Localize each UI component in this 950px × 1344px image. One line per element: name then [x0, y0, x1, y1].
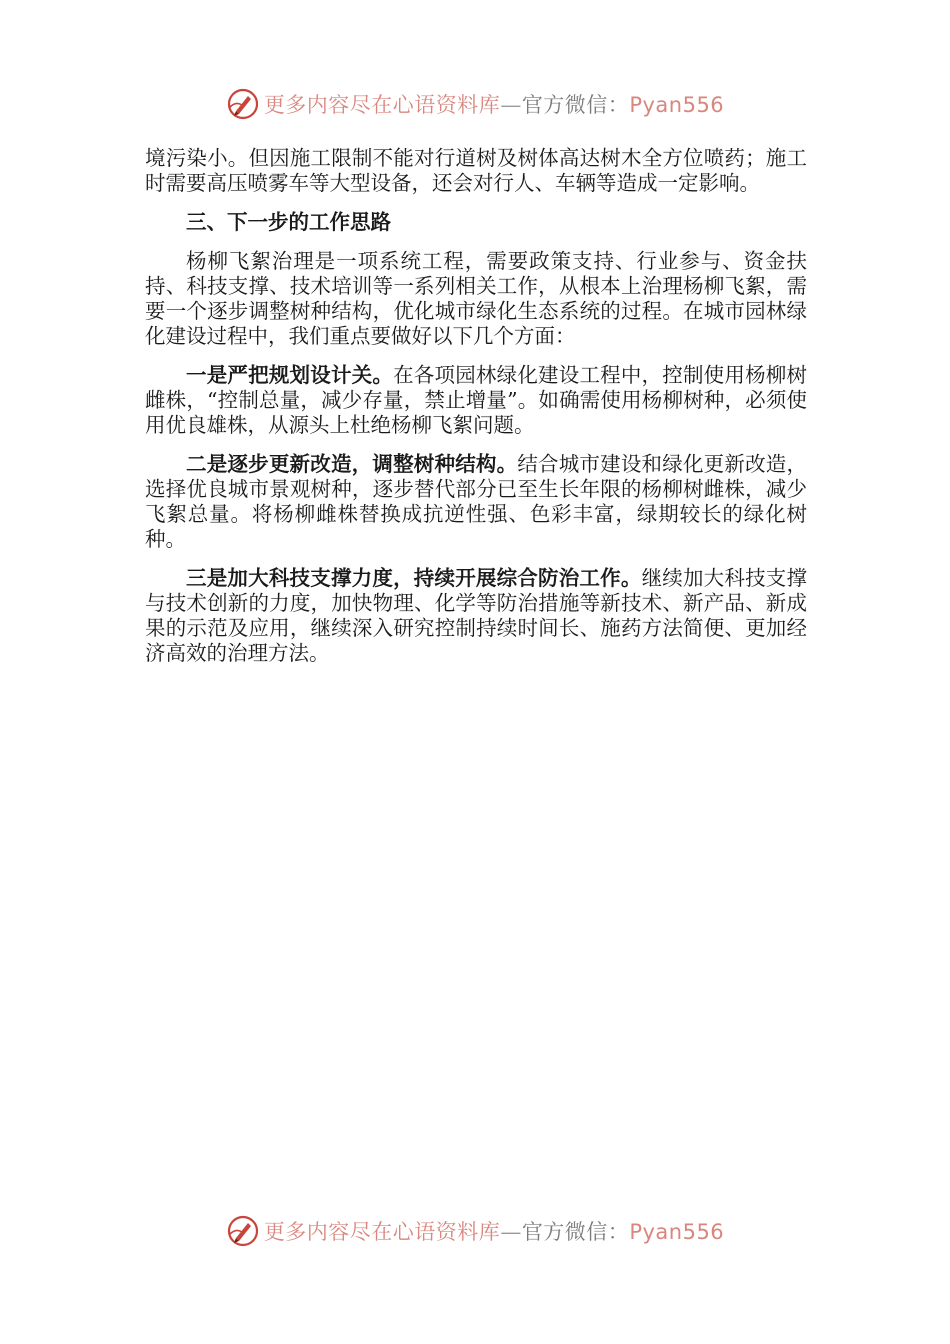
banner-wechat-label: 官方微信： [521, 1220, 630, 1244]
banner-site-name: 更多内容尽在心语资料库 [263, 93, 501, 117]
header-banner [0, 84, 950, 124]
overview-paragraph: 杨柳飞絮治理是一项系统工程，需要政策支持、行业参与、资金扶持、科技支撑、技术培训等一系列相关工作，从根本上治理杨柳飞絮，需要一个逐步调整树种结构，优化城市绿化生态系统的过程。在城市园林绿化建设过程中，我们重点要做好以下几个方面： [145, 249, 807, 348]
banner-dash: — [500, 1220, 522, 1244]
banner-wechat-id: Pyan556 [629, 93, 725, 117]
banner-wechat-id: Pyan556 [629, 1220, 725, 1244]
point-2-paragraph [145, 452, 807, 552]
banner-text [264, 1216, 724, 1246]
point-3-paragraph [145, 566, 807, 666]
banner-site-name: 更多内容尽在心语资料库 [263, 1220, 501, 1244]
banner-wechat-label: 官方微信： [521, 93, 630, 117]
point-3-lead: 三是加大科技支撑力度，持续开展综合防治工作。 [186, 566, 642, 590]
pen-logo-icon [226, 87, 260, 121]
document-body [145, 146, 807, 680]
point-1-paragraph [145, 363, 807, 438]
section-heading: 三、下一步的工作思路 [186, 210, 391, 234]
intro-paragraph: 境污染小。但因施工限制不能对行道树及树体高达树木全方位喷药；施工时需要高压喷雾车等大型设备，还会对行人、车辆等造成一定影响。 [145, 146, 807, 195]
banner-text [264, 89, 724, 119]
footer-banner [0, 1211, 950, 1251]
point-1-lead: 一是严把规划设计关。 [186, 363, 394, 387]
point-2-lead: 二是逐步更新改造，调整树种结构。 [186, 452, 518, 476]
point-2-body: 结合城市建设和绿化更新改造，选择优良城市景观树种，逐步替代部分已至生长年限的杨柳树雌株，减少飞絮总量。将杨柳雌株替换成抗逆性强、色彩丰富，绿期较长的绿化树种。 [145, 452, 808, 551]
banner-dash: — [500, 93, 522, 117]
point-1-body: 在各项园林绿化建设工程中，控制使用杨柳树雌株，“控制总量，减少存量，禁止增量”。如确需使用杨柳树种，必须使用优良雄株，从源头上杜绝杨柳飞絮问题。 [145, 363, 808, 437]
pen-logo-icon [226, 1214, 260, 1248]
point-3-body: 继续加大科技支撑与技术创新的力度，加快物理、化学等防治措施等新技术、新产品、新成果的示范及应用，继续深入研究控制持续时间长、施药方法简便、更加经济高效的治理方法。 [145, 566, 808, 665]
